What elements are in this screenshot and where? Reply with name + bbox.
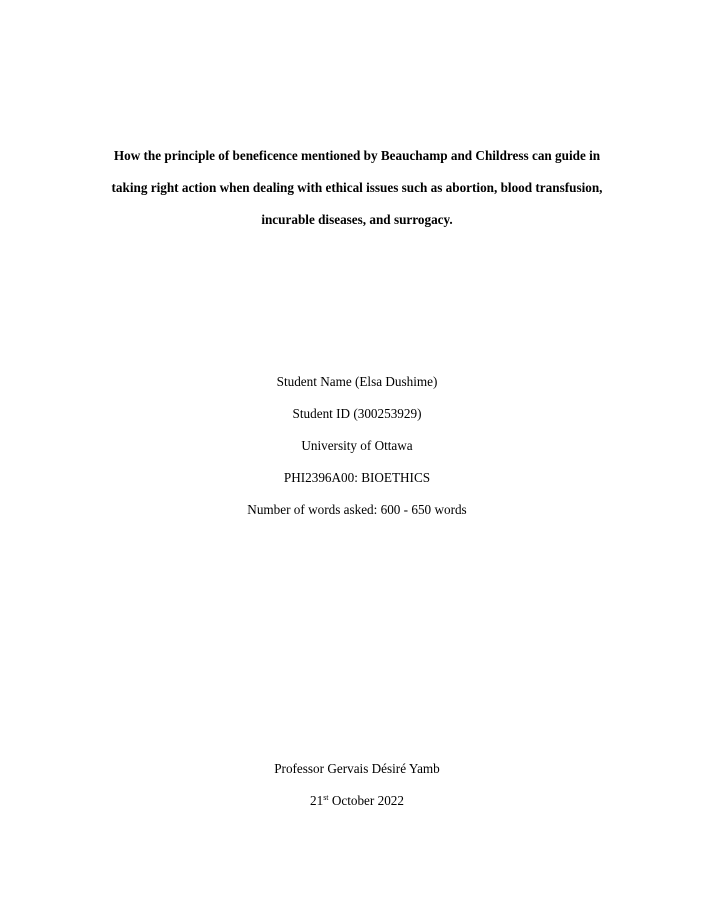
title-line-1: How the principle of beneficence mentioned by Beauchamp and Childress can guide in <box>113 148 601 163</box>
student-id: Student ID (300253929) <box>292 406 422 421</box>
date-month-year: October 2022 <box>328 793 404 808</box>
student-name: Student Name (Elsa Dushime) <box>276 374 438 389</box>
date-suffix: st <box>323 793 329 802</box>
title-line-2: taking right action when dealing with ethical issues such as abortion, blood transfusion, <box>111 180 603 195</box>
university-name: University of Ottawa <box>301 438 413 453</box>
course-code: PHI2396A00: BIOETHICS <box>283 470 431 485</box>
professor-name: Professor Gervais Désiré Yamb <box>274 761 440 776</box>
word-count: Number of words asked: 600 - 650 words <box>247 502 467 517</box>
date-day: 21 <box>310 793 324 808</box>
submission-date <box>0 792 714 810</box>
title-line-3: incurable diseases, and surrogacy. <box>261 212 453 227</box>
